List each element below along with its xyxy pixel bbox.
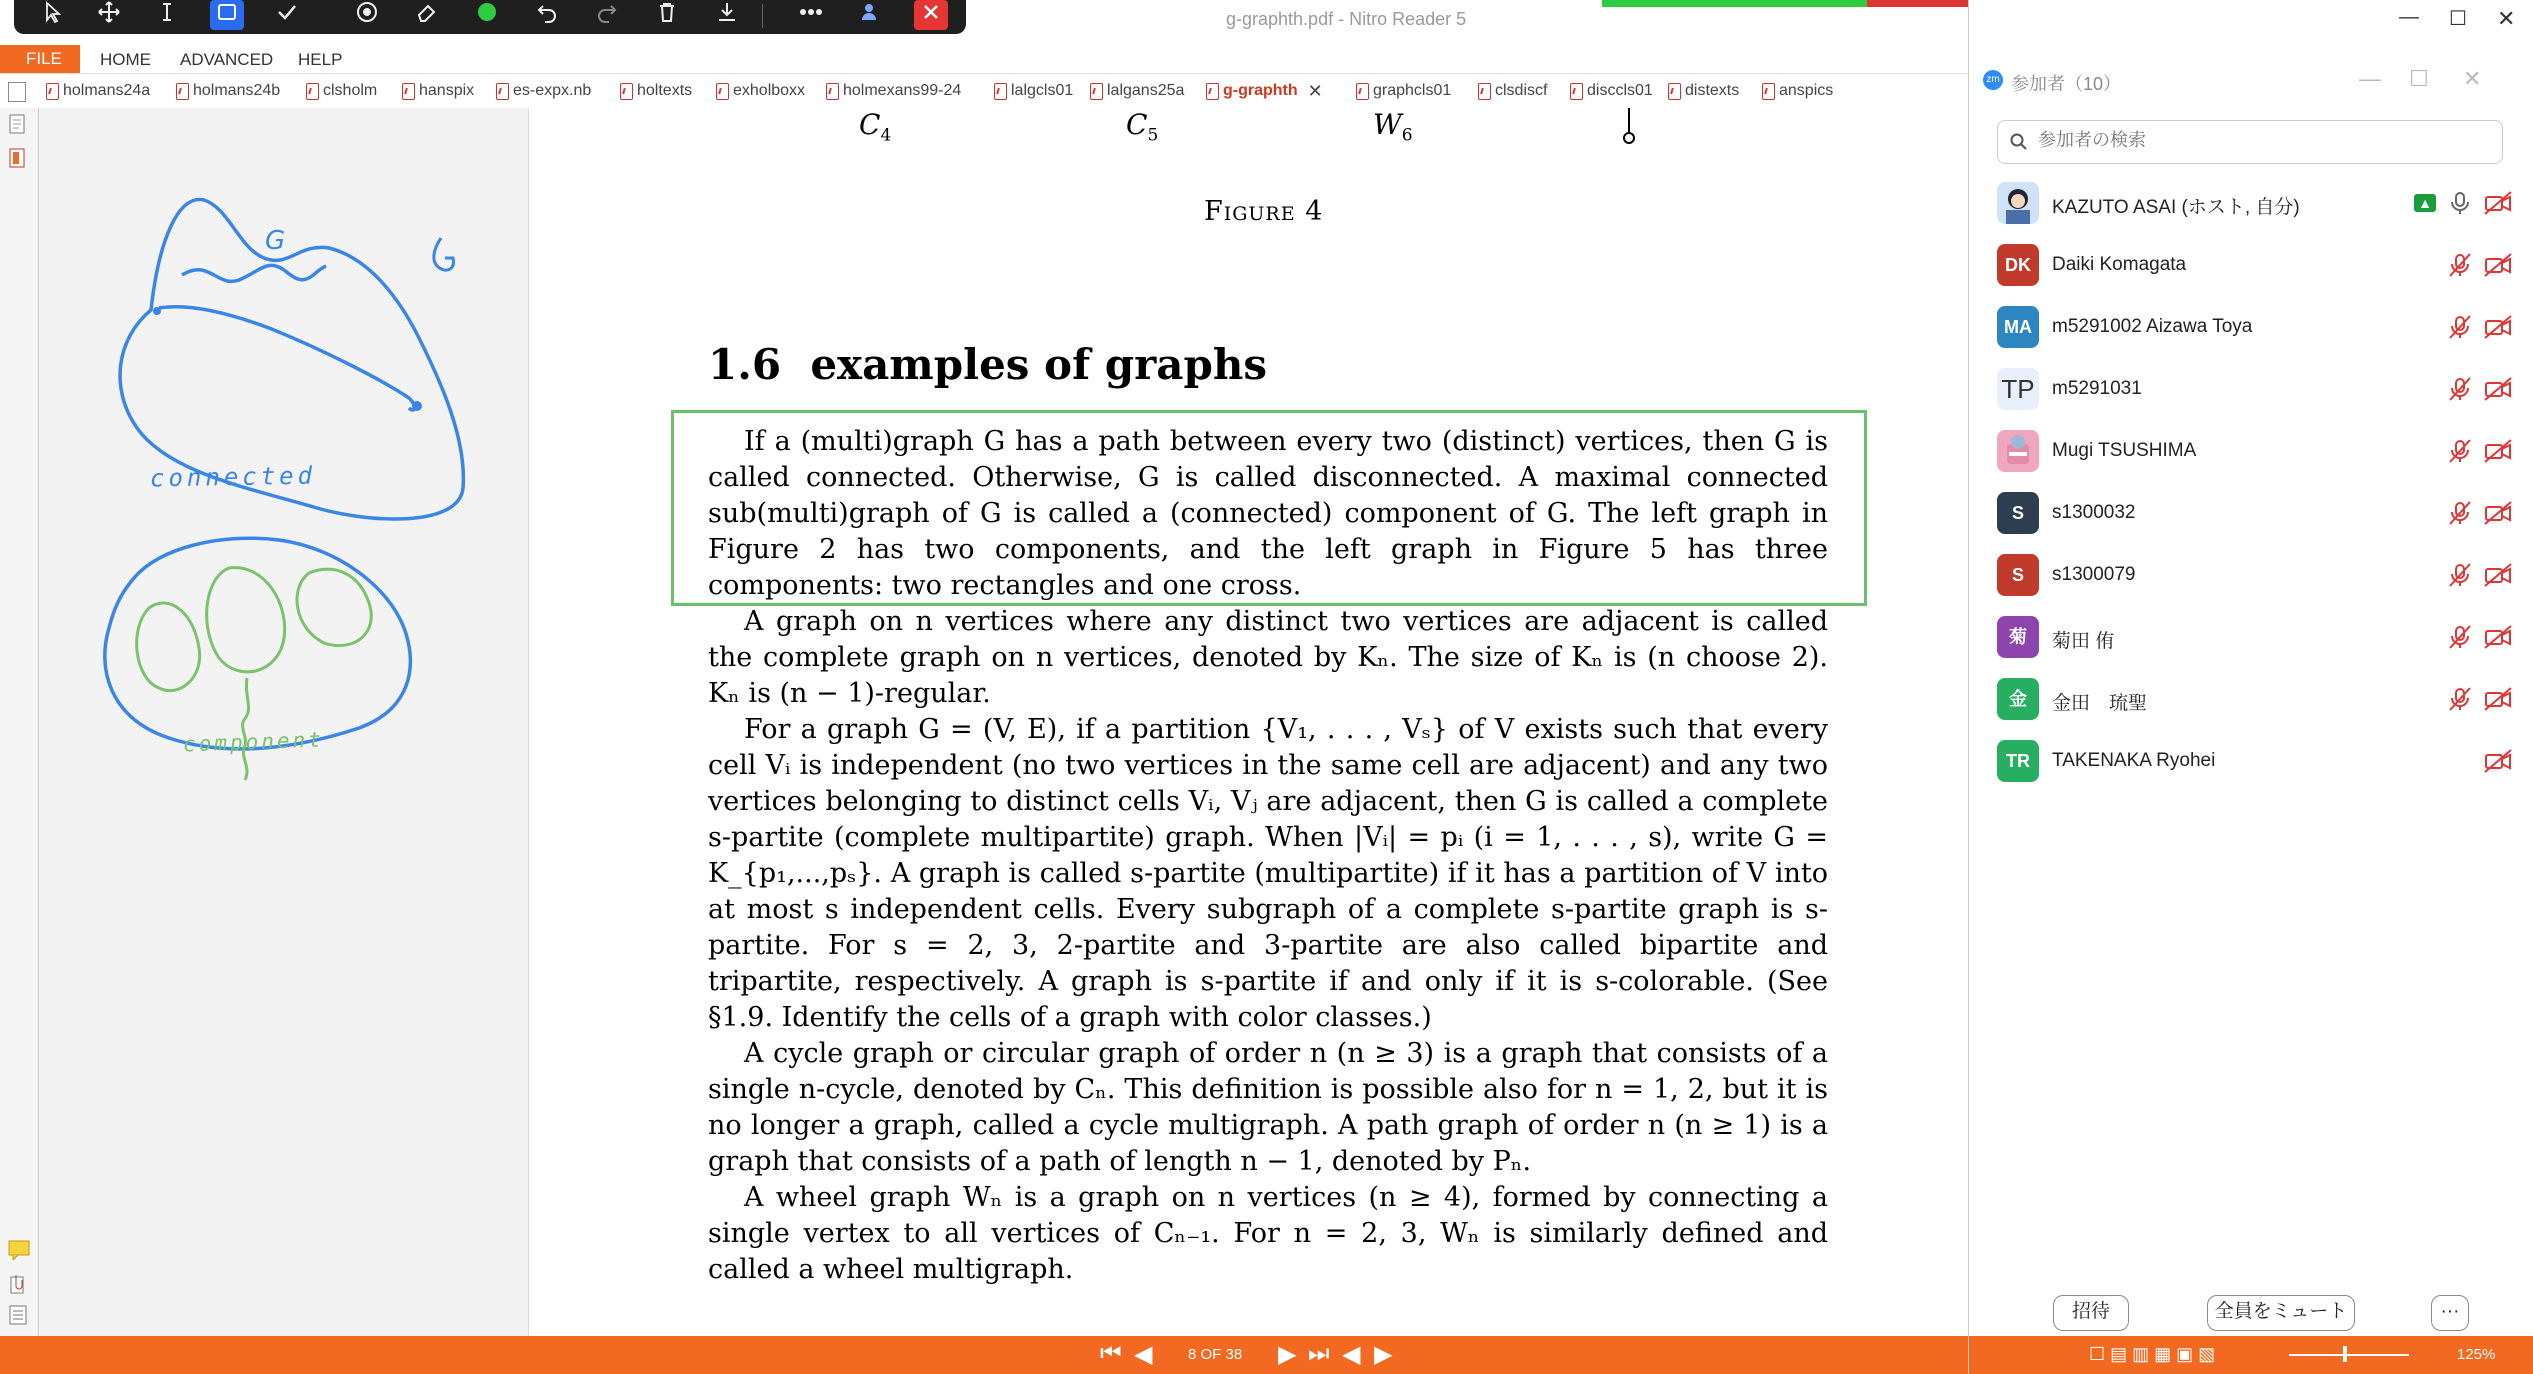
video-off-icon[interactable] [2483,500,2513,526]
participant-row[interactable] [1997,668,2517,730]
tab-distexts[interactable]: distexts [1668,80,1739,102]
participant-search[interactable] [1997,120,2503,164]
avatar-initials: S [1997,492,2039,534]
video-off-icon[interactable] [2483,190,2513,216]
pdf-icon [1206,83,1219,100]
microphone-muted-icon[interactable] [2447,376,2473,402]
participant-name: Daiki Komagata [2052,254,2187,275]
participant-row[interactable] [1997,358,2517,420]
redo-icon[interactable] [590,0,624,30]
zoom-status-strip [1969,1336,2533,1374]
participant-name: Mugi TSUSHIMA [2052,440,2197,461]
participant-row[interactable] [1997,172,2517,234]
participant-name: KAZUTO ASAI (ホスト, 自分) [2052,197,2300,218]
mute-all-button[interactable]: 全員をミュート [2207,1295,2355,1331]
pdf-icon [1090,83,1103,100]
rectangle-tool-icon[interactable] [210,0,244,30]
left-side-rail [0,108,39,1336]
participant-row[interactable] [1997,482,2517,544]
vertex-dot [153,307,161,315]
participant-name: m5291002 Aizawa Toya [2052,316,2253,337]
component-pointer [243,678,249,780]
page-indicator[interactable]: 8 OF 38 [1188,1346,1243,1363]
pdf-icon [716,83,729,100]
invite-button[interactable]: 招待 [2053,1295,2129,1331]
participant-row[interactable] [1997,420,2517,482]
next-page-icon[interactable]: ▶ [1278,1341,1297,1368]
page-icon[interactable] [8,82,26,102]
text-tool-icon[interactable] [150,0,184,30]
paragraph-cycle-graph: A cycle graph or circular graph of order n (n ≥ 3) is a graph that consists of a single n-cycle, denoted by Cₙ. This definition is possible also for n = 1, 2, but it is no longer a graph, called a cycle multigraph. A path graph of order n (n ≥ 1) is a graph that consists of a path of length n − 1, denoted by Pₙ. [708,1038,1828,1177]
video-off-icon[interactable] [2483,376,2513,402]
pdf-icon [620,83,633,100]
avatar-initials: DK [1997,244,2039,286]
paragraph-wheel-graph: A wheel graph Wₙ is a graph on n vertices (n ≥ 4), formed by connecting a single vertex to all vertices of Cₙ₋₁. For n = 2, 3, Wₙ is similarly defined and called a wheel multigraph. [708,1182,1828,1285]
delete-icon[interactable] [650,0,684,30]
more-options-button[interactable]: ··· [2431,1295,2469,1331]
participant-name: m5291031 [2052,378,2142,399]
layers-icon[interactable] [8,1304,28,1326]
zoom-top-bar [1979,0,2533,45]
zoom-logo-icon: zm [1983,70,2003,90]
next-view-icon[interactable]: ▶ [1374,1341,1393,1368]
microphone-muted-icon[interactable] [2447,314,2473,340]
pdf-icon [826,83,839,100]
maximize-window-icon[interactable]: ☐ [2449,8,2467,30]
component-handwritten-label: component [182,727,325,757]
paragraph-complete-graph: A graph on n vertices where any distinct two vertices are adjacent is called the complete graph on n vertices, denoted by Kₙ. The size of Kₙ is (n choose 2). Kₙ is (n − 1)-regular. [708,606,1828,709]
avatar-initials: TR [1997,740,2039,782]
pdf-icon [994,83,1007,100]
avatar-image [1997,430,2039,472]
g-handwritten-label: G [265,226,286,256]
eraser-tool-icon[interactable] [410,0,444,30]
popout-panel-icon[interactable]: ☐ [2409,66,2429,91]
handwritten-sketch-canvas [39,108,528,1336]
zoom-level: 125% [2457,1346,2496,1363]
menu-home[interactable]: HOME [100,50,151,69]
g-label-stroke [434,238,454,270]
close-window-icon[interactable]: ✕ [2497,6,2516,31]
attachments-icon[interactable] [8,1274,28,1296]
last-page-icon[interactable]: ⏭ [1308,1340,1330,1367]
pdf-icon [306,83,319,100]
microphone-icon[interactable] [2447,190,2473,216]
bookmarks-icon[interactable] [8,148,28,170]
close-panel-icon[interactable]: ✕ [2463,66,2482,91]
stamp-tool-icon[interactable] [350,0,384,30]
tab-holtexts[interactable]: holtexts [620,80,692,102]
video-off-icon[interactable] [2483,686,2513,712]
pdf-icon [1478,83,1491,100]
avatar-image [1997,182,2039,224]
participant-row[interactable] [1997,606,2517,668]
tab-lalgcls01[interactable]: lalgcls01 [994,80,1073,102]
tab-disccls01[interactable]: disccls01 [1570,80,1653,102]
microphone-muted-icon[interactable] [2447,438,2473,464]
minimize-window-icon[interactable]: — [2399,6,2419,28]
zoom-slider[interactable] [2289,1354,2409,1356]
section-heading: 1.6 examples of graphs [708,340,1268,389]
pointer-tool-icon[interactable] [36,0,70,30]
pages-panel-icon[interactable] [8,114,28,136]
microphone-muted-icon[interactable] [2447,686,2473,712]
avatar-initials: 菊 [1997,616,2039,658]
participant-row[interactable] [1997,730,2517,792]
vertex-dot [412,401,422,411]
video-off-icon[interactable] [2483,562,2513,588]
prev-page-icon[interactable]: ◀ [1134,1341,1153,1368]
window-title: g-graphth.pdf - Nitro Reader 5 [1226,9,1467,29]
participant-name: s1300032 [2052,502,2136,523]
video-off-icon[interactable] [2483,624,2513,650]
connected-handwritten-label: connected [149,461,317,493]
component-1 [137,603,200,691]
figure-caption: Figure 4 [1204,196,1324,227]
tab-anspics[interactable]: anspics [1762,80,1833,102]
figure-vertex-mark [1619,108,1649,148]
microphone-muted-icon[interactable] [2447,624,2473,650]
participant-name: TAKENAKA Ryohei [2052,750,2216,771]
tab-clsholm[interactable]: clsholm [306,80,377,102]
pdf-icon [176,83,189,100]
microphone-muted-icon[interactable] [2447,562,2473,588]
toolbar-separator [762,4,763,28]
video-off-icon[interactable] [2483,748,2513,774]
pdf-icon [46,83,59,100]
tab-holmans24b[interactable]: holmans24b [176,80,280,102]
participant-name: 金田 琉聖 [2052,693,2148,714]
first-page-icon[interactable]: ⏮ [1100,1340,1122,1367]
connected-graph-path [182,265,326,281]
view-mode-icons[interactable]: ☐ ▤ ▥ ▦ ▣ ▧ [2089,1344,2216,1364]
tab-g-graphth[interactable]: g-graphth ✕ [1206,80,1323,102]
undo-icon[interactable] [530,0,564,30]
component-graph-outline [105,538,411,749]
connected-graph-path-2 [159,307,415,410]
video-off-icon[interactable] [2483,252,2513,278]
participant-row[interactable] [1997,544,2517,606]
participant-row[interactable] [1997,296,2517,358]
menu-advanced[interactable]: ADVANCED [180,50,274,69]
share-screen-icon[interactable]: ▲ [2414,194,2436,212]
search-input[interactable] [2036,129,2480,152]
figure-label-c5: $C_5$ [1126,108,1159,146]
pdf-icon [1762,83,1775,100]
video-off-icon[interactable] [2483,314,2513,340]
tab-lalgans25a[interactable]: lalgans25a [1090,80,1184,102]
meeting-indicator-red [1867,0,1968,7]
pdf-icon [1356,83,1369,100]
status-bar [0,1336,1968,1374]
microphone-muted-icon[interactable] [2447,252,2473,278]
avatar-initials: MA [1997,306,2039,348]
paragraph-connected: If a (multi)graph G has a path between every two (distinct) vertices, then G is called connected. Otherwise, G is called disconnected. A maximal connected sub(multi)graph of G is called a (connected) component of G. The left graph in Figure 2 has two components, and the left graph in Figure 5 has three components: two rectangles and one cross. [708,426,1828,601]
participant-name: s1300079 [2052,564,2136,585]
annotate-user-icon[interactable] [854,0,888,30]
color-picker-icon[interactable] [470,0,504,30]
menu-file[interactable]: FILE [0,45,80,73]
ribbon-menu [0,45,1968,74]
menu-help[interactable]: HELP [298,50,343,69]
participant-row[interactable] [1997,234,2517,296]
tab-exholboxx[interactable]: exholboxx [716,80,805,102]
tab-graphcls01[interactable]: graphcls01 [1356,80,1451,102]
close-annotation-icon[interactable] [914,0,948,30]
search-icon [2010,133,2028,151]
pdf-icon [1668,83,1681,100]
tab-clsdiscf[interactable]: clsdiscf [1478,80,1547,102]
save-download-icon[interactable] [710,0,744,30]
annotation-toolbar [14,0,966,34]
tab-hanspix[interactable]: hanspix [402,80,474,102]
zoom-slider-thumb[interactable] [2343,1346,2347,1362]
avatar-initials: 金 [1997,678,2039,720]
component-2 [207,568,285,672]
component-3 [297,569,371,645]
avatar-initials: TP [1997,368,2039,410]
more-options-icon[interactable] [794,0,828,30]
annotation-sketch-panel [39,108,529,1336]
document-tab-bar [0,74,1968,109]
figure-label-w6: $W_6$ [1373,108,1413,146]
pdf-icon [402,83,415,100]
video-off-icon[interactable] [2483,438,2513,464]
comments-icon[interactable] [8,1240,28,1262]
figure-label-c4: $C_4$ [859,108,892,146]
check-tool-icon[interactable] [270,0,304,30]
tab-es-expx[interactable]: es-expx.nb [496,80,591,102]
pdf-icon [496,83,509,100]
participant-name: 菊田 侑 [2052,631,2115,652]
tab-holmexans99-24[interactable]: holmexans99-24 [826,80,961,102]
microphone-muted-icon[interactable] [2447,500,2473,526]
previous-view-icon[interactable]: ◀ [1342,1341,1361,1368]
zoom-participants-panel [1968,0,2533,1374]
move-tool-icon[interactable] [92,0,126,30]
pdf-icon [1570,83,1583,100]
tab-holmans24a[interactable]: holmans24a [46,80,150,102]
participants-title: 参加者（10） [2011,74,2122,94]
avatar-initials: S [1997,554,2039,596]
minimize-panel-icon[interactable]: — [2359,66,2381,91]
paragraph-multipartite: For a graph G = (V, E), if a partition {V₁, . . . , Vₛ} of V exists such that every cell Vᵢ is independent (no two vertices in the same cell are adjacent) and any two vertices belonging to distinct cells Vᵢ, Vⱼ are adjacent, then G is called a complete s-partite (complete multipartite) graph. When |Vᵢ| = pᵢ (i = 1, . . . , s), write G = K_{p₁,...,pₛ}. A graph is called s-partite (multipartite) if it has a partition of V into at most s independent cells. Every subgraph of a complete s-partite graph is s-partite. For s = 2, 3, 2-partite and 3-partite are also called bipartite and tripartite, respectively. A graph is s-partite if and only if it is s-colorable. (See §1.9. Identify the cells of a graph with color classes.) [708,714,1828,1033]
meeting-indicator-green [1602,0,1867,7]
close-tab-icon[interactable]: ✕ [1307,80,1323,101]
